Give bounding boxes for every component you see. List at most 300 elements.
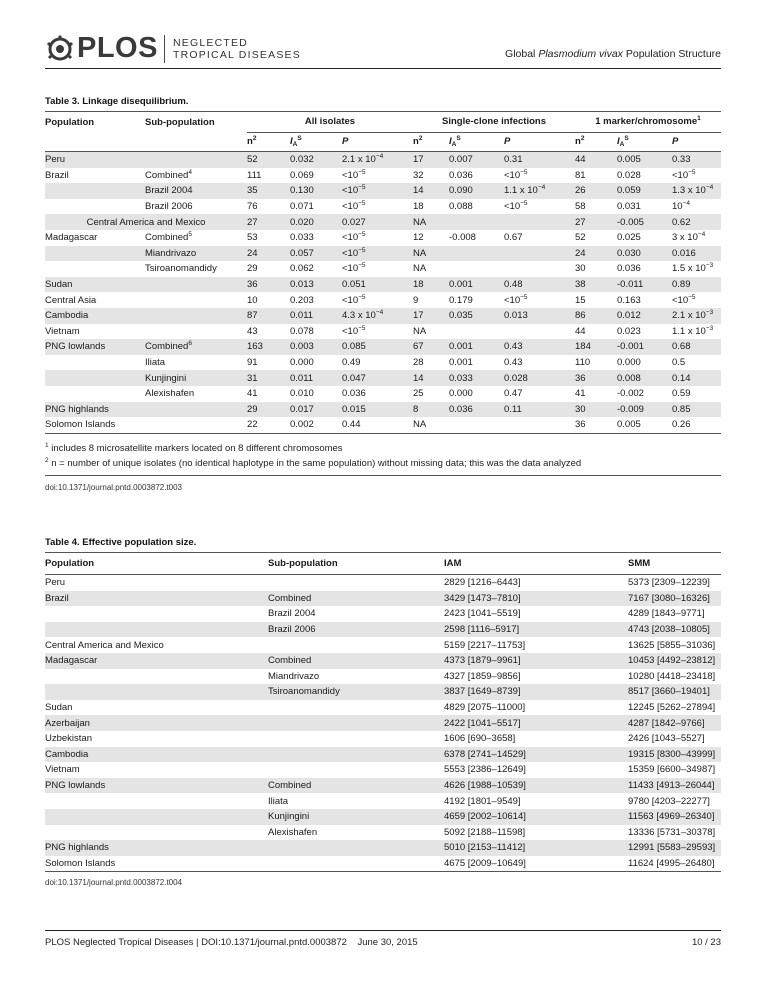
single-ia-cell-value: 0.090 [449, 185, 473, 197]
single-n-cell-value: 18 [413, 279, 424, 291]
all-n-cell [247, 168, 290, 184]
all-p-cell [342, 402, 413, 418]
marker-p-cell-value: 0.26 [672, 419, 691, 431]
all-n-cell-value: 31 [247, 372, 258, 384]
iam-cell: 4659 [2002–10614] [444, 809, 628, 825]
all-p-cell [342, 246, 413, 262]
all-ia-cell-value: 0.017 [290, 403, 314, 415]
smm-cell: 9780 [4203–22277] [628, 795, 710, 807]
smm-cell: 15359 [6600–34987] [628, 764, 716, 776]
marker-ia-cell-value: -0.011 [617, 279, 644, 291]
single-n-cell-value: 67 [413, 341, 424, 353]
marker-ia-cell-value: 0.012 [617, 310, 641, 322]
single-p-cell-exponent: −5 [520, 293, 528, 301]
table4-effective-population-size [45, 552, 721, 872]
all-p-cell-value: <10 [342, 294, 359, 306]
marker-n-cell-value: 81 [575, 169, 586, 181]
single-ia-cell [449, 402, 504, 418]
marker-p-cell [672, 152, 721, 168]
iam-cell: 4829 [2075–11000] [444, 702, 526, 714]
smm-cell: 13336 [5731–30378] [628, 826, 716, 838]
marker-n-cell [575, 324, 617, 340]
table3-subheader-n [247, 132, 290, 152]
single-ia-cell [449, 152, 504, 168]
all-ia-cell [290, 183, 342, 199]
single-p-cell [504, 214, 575, 230]
marker-p-cell-exponent: −4 [682, 200, 690, 208]
population-cell [45, 417, 145, 433]
all-p-cell [342, 230, 413, 246]
population-cell [45, 606, 268, 622]
footnote-2-text: n = number of unique isolates (no identical haplotype in the same population) without missing data; this was the data analyzed [48, 458, 582, 469]
smm-cell: 12245 [5262–27894] [628, 702, 716, 714]
single-ia-cell [449, 370, 504, 386]
marker-n-cell-value: 86 [575, 310, 586, 322]
marker-n-cell [575, 183, 617, 199]
marker-ia-cell [617, 370, 672, 386]
all-ia-cell-value: 0.130 [290, 185, 314, 197]
table3-subheader-n [413, 132, 449, 152]
population-cell: Azerbaijan [45, 715, 268, 731]
single-n-cell-value: 32 [413, 169, 424, 181]
single-n-cell [413, 402, 449, 418]
all-n-cell [247, 386, 290, 402]
marker-ia-cell-value: 0.023 [617, 325, 641, 337]
table-row [45, 168, 721, 184]
marker-p-cell [672, 199, 721, 215]
ia-sup: S [297, 135, 302, 143]
single-n-cell-value: NA [413, 419, 427, 431]
marker-ia-cell [617, 417, 672, 433]
single-n-cell-value: NA [413, 247, 427, 259]
all-n-cell-value: 111 [247, 169, 262, 181]
single-n-cell [413, 152, 449, 168]
table-row [45, 825, 721, 841]
all-ia-cell-value: 0.062 [290, 263, 314, 275]
all-p-cell-value: 0.047 [342, 372, 366, 384]
all-ia-cell-value: 0.203 [290, 294, 314, 306]
subpopulation-cell-value: Combined [145, 169, 189, 181]
single-n-cell-value: 25 [413, 388, 424, 400]
all-ia-cell-value: 0.003 [290, 341, 314, 353]
all-p-cell-value: 0.015 [342, 403, 366, 415]
population-cell [45, 246, 145, 262]
single-n-cell [413, 339, 449, 355]
marker-ia-cell-value: -0.002 [617, 388, 644, 400]
all-p-cell [342, 152, 413, 168]
iam-cell: 3429 [1473–7810] [444, 591, 628, 607]
all-p-cell-exponent: −5 [358, 262, 366, 270]
table-row [45, 840, 721, 856]
all-p-cell [342, 199, 413, 215]
all-ia-cell-value: 0.013 [290, 279, 314, 291]
ia-sub: A [619, 141, 625, 149]
smm-cell: 8517 [3660–19401] [628, 684, 721, 700]
table3-subheader-p: P [672, 132, 721, 152]
smm-cell: 5373 [2309–12239] [628, 577, 710, 589]
single-p-cell-exponent: −4 [537, 184, 546, 192]
subpopulation-cell: Brazil 2004 [268, 608, 316, 620]
marker-ia-cell-value: 0.031 [617, 201, 641, 213]
marker-ia-cell-value: -0.001 [617, 341, 644, 353]
table3-group-single-clone: Single-clone infections [413, 112, 575, 133]
marker-p-cell-value: 0.85 [672, 403, 691, 415]
subpopulation-cell-exponent: 6 [188, 340, 192, 348]
single-p-cell-value: 0.67 [504, 232, 523, 244]
table-row [45, 653, 721, 669]
single-p-cell [504, 261, 575, 277]
table3-doi: doi:10.1371/journal.pntd.0003872.t003 [45, 483, 183, 492]
population-cell [45, 793, 268, 809]
ia-sub: A [451, 141, 457, 149]
all-p-cell-value: <10 [342, 263, 359, 275]
marker-ia-cell [617, 308, 672, 324]
single-p-cell-exponent: −5 [520, 200, 528, 208]
all-p-cell-exponent: −5 [358, 293, 366, 301]
single-p-cell-exponent: −5 [520, 168, 528, 176]
single-p-cell-value: 0.11 [504, 403, 522, 415]
single-n-cell [413, 230, 449, 246]
table-row [45, 355, 721, 371]
subpopulation-cell-value: Kunjingini [145, 372, 187, 384]
single-n-cell [413, 277, 449, 293]
all-n-cell-value: 163 [247, 341, 263, 353]
smm-cell: 11563 [4969–26340] [628, 809, 721, 825]
marker-p-cell [672, 214, 721, 230]
population-cell [45, 308, 145, 324]
subpopulation-cell [145, 339, 247, 355]
single-n-cell-value: 8 [413, 403, 419, 415]
all-ia-cell [290, 168, 342, 184]
marker-p-cell [672, 168, 721, 184]
population-cell-value: Sudan [45, 279, 73, 291]
table-row [45, 809, 721, 825]
page-header [45, 28, 721, 69]
marker-ia-cell [617, 214, 672, 230]
table-row [45, 214, 721, 230]
iam-cell: 4626 [1988–10539] [444, 778, 628, 794]
all-p-cell [342, 292, 413, 308]
single-p-cell [504, 292, 575, 308]
marker-n-cell-value: 41 [575, 388, 586, 400]
marker-n-cell [575, 308, 617, 324]
table3-group-marker-label: 1 marker/chromosome [595, 116, 698, 128]
iam-cell: 6378 [2741–14529] [444, 747, 628, 763]
all-n-cell-value: 87 [247, 310, 258, 322]
marker-n-cell-value: 44 [575, 325, 586, 337]
single-p-cell-value: 1.1 x 10 [504, 185, 538, 197]
single-n-cell [413, 308, 449, 324]
iam-cell: 4675 [2009–10649] [444, 856, 628, 872]
all-n-cell-value: 29 [247, 403, 258, 415]
marker-n-cell [575, 168, 617, 184]
n-label: n [575, 136, 581, 148]
marker-ia-cell-value: 0.059 [617, 185, 641, 197]
marker-ia-cell [617, 292, 672, 308]
table-row [45, 762, 721, 778]
all-p-cell-value: 0.44 [342, 419, 361, 431]
single-n-cell [413, 214, 449, 230]
table-row [45, 793, 721, 809]
smm-cell: 12991 [5583–29593] [628, 840, 721, 856]
single-n-cell-value: 9 [413, 294, 419, 306]
subpopulation-cell-exponent: 5 [188, 231, 192, 239]
marker-p-cell [672, 386, 721, 402]
marker-ia-cell [617, 277, 672, 293]
subpopulation-cell [145, 230, 247, 246]
table3-group-all-isolates: All isolates [247, 112, 413, 133]
subpopulation-cell: Miandrivazo [268, 670, 320, 682]
single-ia-cell [449, 277, 504, 293]
single-n-cell [413, 168, 449, 184]
all-ia-cell [290, 214, 342, 230]
marker-ia-cell [617, 199, 672, 215]
all-n-cell-value: 41 [247, 388, 258, 400]
marker-n-cell-value: 44 [575, 154, 586, 166]
table-row [45, 246, 721, 262]
single-n-cell [413, 355, 449, 371]
population-cell: Cambodia [45, 747, 268, 763]
subpopulation-cell-exponent: 4 [188, 168, 192, 176]
subpopulation-cell [145, 308, 247, 324]
population-cell [45, 324, 145, 340]
table3-caption: Table 3. Linkage disequilibrium. [45, 96, 189, 107]
all-p-cell [342, 168, 413, 184]
marker-n-cell-value: 58 [575, 201, 586, 213]
marker-ia-cell [617, 183, 672, 199]
subpopulation-cell [145, 168, 247, 184]
single-p-cell [504, 152, 575, 168]
all-ia-cell-value: 0.071 [290, 201, 314, 213]
single-ia-cell-value: 0.001 [449, 341, 473, 353]
marker-ia-cell-value: -0.009 [617, 403, 644, 415]
journal-logo [45, 32, 301, 65]
marker-n-cell-value: 27 [575, 216, 586, 228]
marker-p-cell [672, 402, 721, 418]
marker-p-cell-value: 1.5 x 10 [672, 263, 706, 275]
all-n-cell-value: 22 [247, 419, 258, 431]
all-ia-cell [290, 339, 342, 355]
single-ia-cell-value: 0.035 [449, 310, 473, 322]
all-n-cell-value: 91 [247, 357, 258, 369]
subpopulation-cell: Alexishafen [268, 826, 318, 838]
single-n-cell-value: NA [413, 216, 427, 228]
marker-n-cell [575, 370, 617, 386]
marker-p-cell-value: <10 [672, 169, 689, 181]
single-p-cell [504, 339, 575, 355]
all-p-cell [342, 183, 413, 199]
all-p-cell-exponent: −4 [375, 309, 384, 317]
all-p-cell-value: <10 [342, 247, 359, 259]
subpopulation-cell [145, 292, 247, 308]
marker-n-cell-value: 15 [575, 294, 586, 306]
subpopulation-cell-value: Alexishafen [145, 388, 195, 400]
footer-citation: PLOS Neglected Tropical Diseases | DOI:10.1371/journal.pntd.0003872 June 30, 2015 [45, 937, 418, 948]
all-p-cell-exponent: −5 [358, 246, 366, 254]
single-ia-cell-value: 0.001 [449, 279, 473, 291]
subpopulation-cell-value: Combined [145, 341, 189, 353]
population-cell-value: Madagascar [45, 232, 98, 244]
all-p-cell [342, 386, 413, 402]
table3-subheader-blank [145, 132, 247, 152]
all-n-cell-value: 35 [247, 185, 258, 197]
single-ia-cell [449, 214, 504, 230]
table3-footnote-2 [45, 458, 581, 469]
subpopulation-cell [145, 152, 247, 168]
subpopulation-cell [268, 715, 444, 731]
population-cell-value: PNG highlands [45, 403, 109, 415]
all-p-cell-value: <10 [342, 185, 359, 197]
subpopulation-cell: Combined [268, 591, 444, 607]
marker-p-cell [672, 230, 721, 246]
population-cell [45, 230, 145, 246]
population-cell: Peru [45, 577, 66, 589]
marker-ia-cell [617, 355, 672, 371]
all-p-cell-exponent: −4 [375, 153, 384, 161]
table-row [45, 230, 721, 246]
all-p-cell-exponent: −5 [358, 200, 366, 208]
smm-cell: 19315 [8300–43999] [628, 747, 721, 763]
single-p-cell [504, 183, 575, 199]
subpopulation-cell [268, 575, 444, 591]
table-row [45, 261, 721, 277]
single-p-cell-value: <10 [504, 201, 521, 213]
n-label: n [413, 136, 419, 148]
iam-cell: 5010 [2153–11412] [444, 840, 628, 856]
table-row [45, 606, 721, 622]
smm-cell: 10453 [4492–23812] [628, 653, 721, 669]
marker-n-cell [575, 355, 617, 371]
marker-n-cell-value: 24 [575, 247, 586, 259]
marker-ia-cell-value: 0.030 [617, 247, 641, 259]
all-ia-cell [290, 386, 342, 402]
subpopulation-cell [268, 762, 444, 778]
table3-group-header-row [45, 112, 721, 133]
subpopulation-cell [268, 700, 444, 716]
marker-p-cell [672, 292, 721, 308]
marker-n-cell [575, 339, 617, 355]
all-n-cell [247, 355, 290, 371]
table-row [45, 575, 721, 591]
single-p-cell [504, 230, 575, 246]
all-ia-cell [290, 261, 342, 277]
marker-n-cell-value: 36 [575, 372, 586, 384]
marker-p-cell-value: 0.62 [672, 216, 691, 228]
single-ia-cell-value: 0.088 [449, 201, 473, 213]
single-p-cell [504, 308, 575, 324]
all-p-cell-value: <10 [342, 325, 359, 337]
all-ia-cell [290, 417, 342, 433]
marker-n-cell-value: 110 [575, 357, 591, 369]
single-ia-cell-value: 0.000 [449, 388, 473, 400]
smm-cell: 4287 [1842–9766] [628, 715, 721, 731]
all-n-cell [247, 324, 290, 340]
table-row [45, 684, 721, 700]
marker-p-cell-value: <10 [672, 294, 689, 306]
marker-p-cell-value: 10 [672, 201, 683, 213]
population-cell [45, 277, 145, 293]
single-n-cell-value: 17 [413, 154, 424, 166]
all-ia-cell [290, 277, 342, 293]
single-p-cell [504, 386, 575, 402]
all-n-cell-value: 10 [247, 294, 258, 306]
population-cell [45, 825, 268, 841]
single-n-cell [413, 370, 449, 386]
single-p-cell [504, 402, 575, 418]
single-p-cell-value: 0.43 [504, 357, 523, 369]
subpopulation-cell [268, 747, 444, 763]
all-n-cell [247, 152, 290, 168]
population-cell [45, 402, 145, 418]
population-cell: Brazil [45, 591, 268, 607]
population-cell-value: Brazil [45, 169, 69, 181]
table3-subheader-row [45, 132, 721, 152]
all-p-cell-value: 0.027 [342, 216, 366, 228]
population-cell [45, 669, 268, 685]
single-ia-cell [449, 199, 504, 215]
subpopulation-cell: Kunjingini [268, 809, 444, 825]
single-p-cell [504, 324, 575, 340]
smm-cell: 4289 [1843–9771] [628, 608, 705, 620]
single-n-cell [413, 183, 449, 199]
subpopulation-cell [145, 417, 247, 433]
marker-ia-cell [617, 152, 672, 168]
subpopulation-cell [145, 324, 247, 340]
population-cell: Solomon Islands [45, 856, 268, 872]
marker-n-cell [575, 402, 617, 418]
single-p-cell [504, 277, 575, 293]
single-p-cell-value: 0.43 [504, 341, 523, 353]
all-p-cell-exponent: −5 [358, 184, 366, 192]
population-cell [45, 199, 145, 215]
single-n-cell-value: 14 [413, 372, 424, 384]
table-row [45, 731, 721, 747]
marker-p-cell [672, 277, 721, 293]
population-cell-value: Vietnam [45, 325, 80, 337]
single-ia-cell-value: 0.007 [449, 154, 473, 166]
population-cell [45, 261, 145, 277]
all-n-cell-value: 24 [247, 247, 258, 259]
iam-cell: 2423 [1041–5519] [444, 608, 521, 620]
population-cell-value: Cambodia [45, 310, 89, 322]
single-ia-cell-value: 0.033 [449, 372, 473, 384]
subpopulation-cell [145, 261, 247, 277]
smm-cell: 4743 [2038–10805] [628, 622, 721, 638]
smm-cell: 11624 [4995–26480] [628, 856, 721, 872]
iam-cell: 1606 [690–3658] [444, 733, 516, 745]
marker-ia-cell [617, 168, 672, 184]
single-n-cell [413, 246, 449, 262]
subpopulation-cell: Tsiroanomandidy [268, 684, 444, 700]
single-p-cell-value: <10 [504, 294, 521, 306]
all-ia-cell-value: 0.032 [290, 154, 314, 166]
single-ia-cell-value: 0.001 [449, 357, 473, 369]
smm-cell: 10280 [4418–23418] [628, 670, 716, 682]
marker-p-cell-value: 0.016 [672, 247, 696, 259]
single-n-cell [413, 199, 449, 215]
single-p-cell [504, 246, 575, 262]
table4-caption: Table 4. Effective population size. [45, 537, 197, 548]
smm-cell: 11433 [4913–26044] [628, 778, 721, 794]
subpopulation-cell [145, 277, 247, 293]
single-n-cell-value: NA [413, 263, 427, 275]
all-ia-cell-value: 0.033 [290, 232, 314, 244]
single-p-cell [504, 370, 575, 386]
table-row [45, 417, 721, 433]
running-title-post: Population Structure [622, 48, 721, 60]
all-p-cell [342, 261, 413, 277]
population-cell [45, 370, 145, 386]
